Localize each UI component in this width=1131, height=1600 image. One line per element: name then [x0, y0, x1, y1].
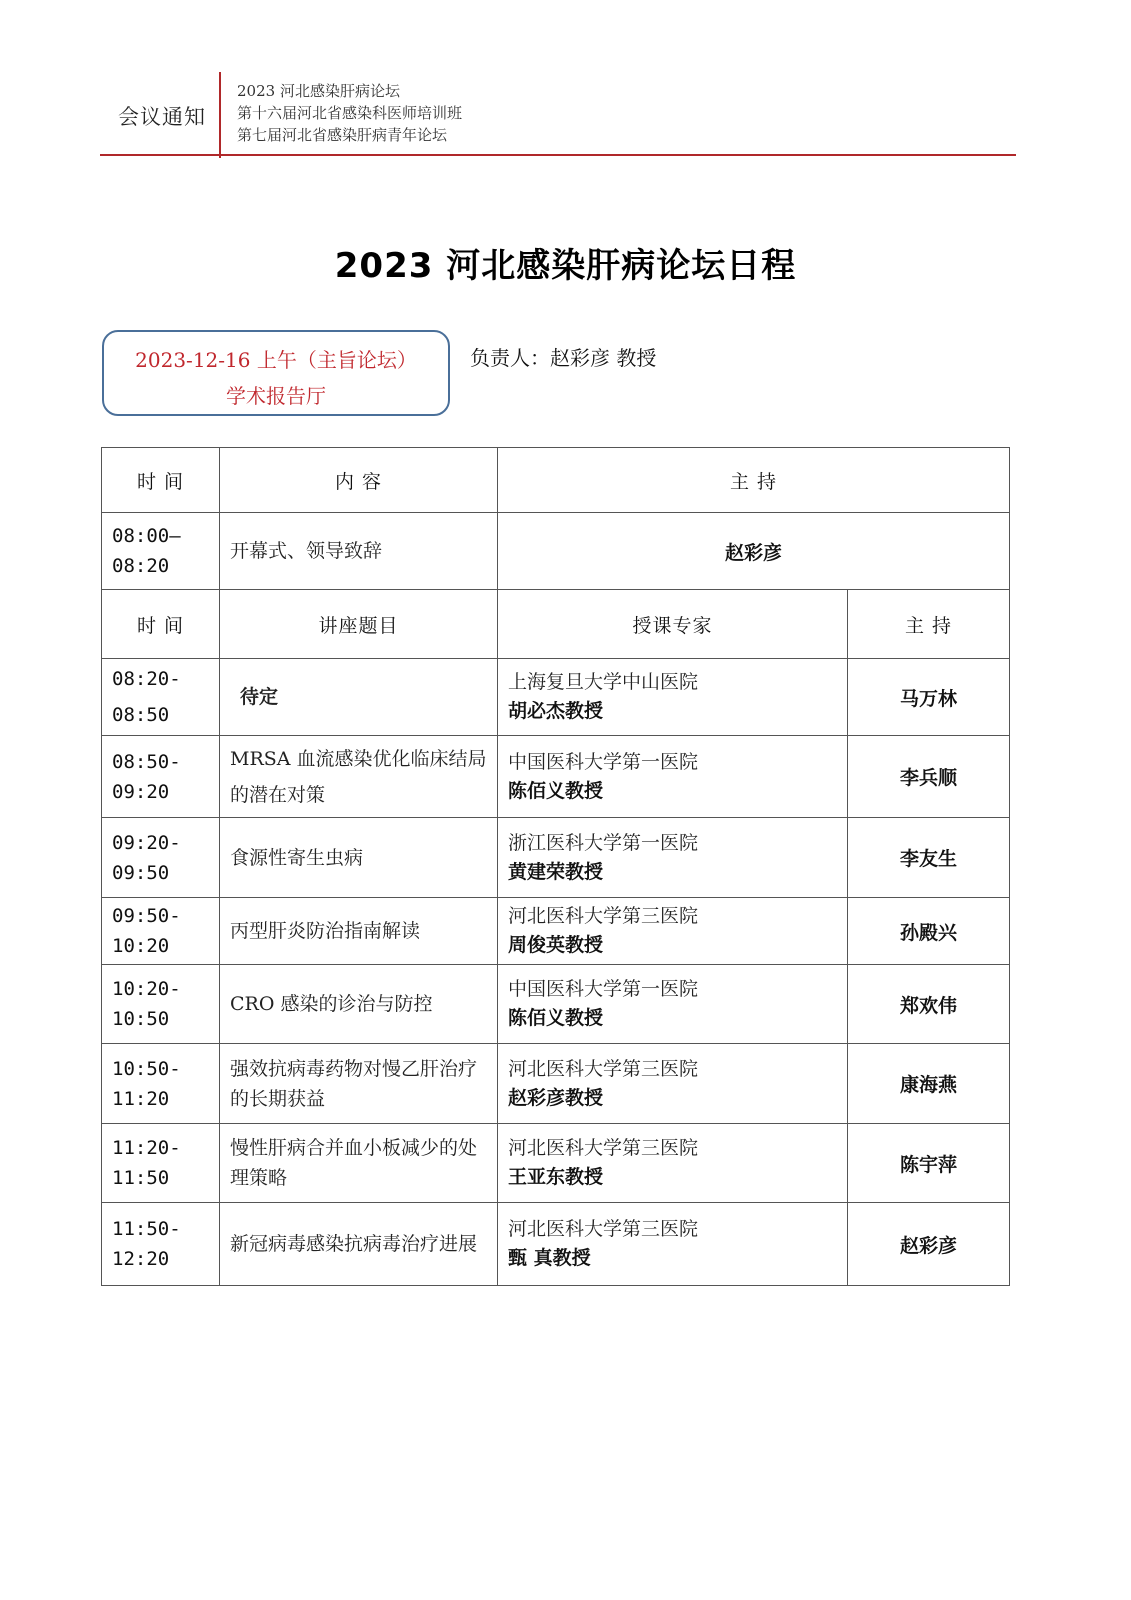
subheader-host: 主 持 — [848, 590, 1010, 659]
row-time — [102, 659, 220, 736]
table-header-row — [102, 448, 1010, 513]
page-title: 2023 河北感染肝病论坛日程 — [334, 246, 797, 286]
row-time — [102, 898, 220, 965]
row-time-end: 09:20 — [112, 780, 170, 803]
row-affiliation: 上海复旦大学中山医院 — [508, 671, 699, 693]
row-speaker: 黄建荣教授 — [508, 860, 604, 883]
session-date: 2023-12-16 上午（主旨论坛） — [135, 348, 417, 372]
row-affiliation: 中国医科大学第一医院 — [508, 750, 699, 773]
row-speaker-cell — [498, 736, 848, 818]
row-speaker: 陈佰义教授 — [508, 779, 604, 802]
subheader-time: 时 间 — [102, 590, 220, 659]
session-owner: 负责人：赵彩彦 教授 — [470, 346, 657, 370]
header-line-3: 第七届河北省感染肝病青年论坛 — [237, 126, 448, 144]
row-host: 郑欢伟 — [848, 965, 1010, 1044]
row-topic: 强效抗病毒药物对慢乙肝治疗的长期获益 — [220, 1044, 498, 1124]
row-time-end: 09:50 — [112, 861, 170, 884]
session-info-box — [102, 330, 450, 416]
row-speaker-cell — [498, 898, 848, 965]
row-host: 孙殿兴 — [848, 898, 1010, 965]
opening-row — [102, 513, 1010, 590]
opening-content: 开幕式、领导致辞 — [220, 513, 498, 590]
row-topic: MRSA 血流感染优化临床结局的潜在对策 — [220, 736, 498, 818]
row-speaker-cell — [498, 965, 848, 1044]
row-affiliation: 河北医科大学第三医院 — [508, 905, 699, 927]
row-affiliation: 中国医科大学第一医院 — [508, 978, 699, 1000]
header-time: 时 间 — [102, 448, 220, 513]
row-time-start: 09:50- — [112, 905, 181, 927]
table-subheader-row — [102, 590, 1010, 659]
header-vertical-rule — [219, 72, 221, 158]
row-time-start: 10:50- — [112, 1057, 181, 1080]
row-time-start: 11:20- — [112, 1137, 181, 1159]
row-time — [102, 818, 220, 898]
row-speaker-cell — [498, 1044, 848, 1124]
header-line-2: 第十六届河北省感染科医师培训班 — [237, 104, 463, 122]
header-host: 主 持 — [498, 448, 1010, 513]
table-row — [102, 818, 1010, 898]
table-row — [102, 1044, 1010, 1124]
row-speaker: 胡必杰教授 — [508, 700, 604, 722]
row-time — [102, 965, 220, 1044]
subheader-speaker: 授课专家 — [498, 590, 848, 659]
row-time-end: 10:50 — [112, 1008, 170, 1030]
row-host: 李兵顺 — [848, 736, 1010, 818]
opening-host: 赵彩彦 — [498, 513, 1010, 590]
row-time-start: 11:50- — [112, 1218, 181, 1240]
row-speaker: 王亚东教授 — [508, 1166, 604, 1188]
header-line-1: 2023 河北感染肝病论坛 — [237, 82, 400, 100]
row-host: 赵彩彦 — [848, 1203, 1010, 1286]
table-row — [102, 659, 1010, 736]
row-topic: 丙型肝炎防治指南解读 — [220, 898, 498, 965]
row-time-end: 12:20 — [112, 1248, 170, 1270]
row-speaker-cell — [498, 1203, 848, 1286]
opening-time-end: 08:20 — [112, 555, 170, 577]
row-speaker: 赵彩彦教授 — [508, 1086, 604, 1109]
table-row — [102, 1203, 1010, 1286]
row-host: 马万林 — [848, 659, 1010, 736]
row-time-start: 08:20- — [112, 668, 181, 690]
row-speaker-cell — [498, 659, 848, 736]
opening-time — [102, 513, 220, 590]
row-speaker-cell — [498, 1124, 848, 1203]
row-time-end: 10:20 — [112, 935, 170, 957]
row-time-end: 08:50 — [112, 704, 170, 726]
row-time — [102, 736, 220, 818]
schedule-table — [101, 447, 1010, 1286]
row-time — [102, 1124, 220, 1203]
row-time-start: 09:20- — [112, 831, 181, 854]
header-content: 内 容 — [220, 448, 498, 513]
row-topic: CRO 感染的诊治与防控 — [220, 965, 498, 1044]
table-row — [102, 736, 1010, 818]
header-horizontal-rule — [100, 154, 1016, 156]
row-speaker: 陈佰义教授 — [508, 1007, 604, 1029]
row-speaker: 甄 真教授 — [508, 1247, 591, 1269]
table-row — [102, 965, 1010, 1044]
table-row — [102, 1124, 1010, 1203]
row-time-end: 11:50 — [112, 1167, 170, 1189]
row-topic: 待定 — [220, 659, 498, 736]
row-affiliation: 河北医科大学第三医院 — [508, 1057, 699, 1080]
row-speaker-cell — [498, 818, 848, 898]
header-event-names — [237, 80, 462, 146]
row-speaker: 周俊英教授 — [508, 934, 604, 956]
row-host: 陈宇萍 — [848, 1124, 1010, 1203]
header-notice: 会议通知 — [118, 105, 206, 129]
row-topic: 食源性寄生虫病 — [220, 818, 498, 898]
table-row — [102, 898, 1010, 965]
row-affiliation: 浙江医科大学第一医院 — [508, 831, 699, 854]
session-venue: 学术报告厅 — [226, 384, 326, 408]
row-topic: 新冠病毒感染抗病毒治疗进展 — [220, 1203, 498, 1286]
row-time-end: 11:20 — [112, 1087, 170, 1110]
row-time-start: 10:20- — [112, 978, 181, 1000]
subheader-topic: 讲座题目 — [220, 590, 498, 659]
row-time — [102, 1044, 220, 1124]
row-time-start: 08:50- — [112, 750, 181, 773]
row-topic: 慢性肝病合并血小板减少的处理策略 — [220, 1124, 498, 1203]
opening-time-start: 08:00– — [112, 525, 181, 547]
row-affiliation: 河北医科大学第三医院 — [508, 1137, 699, 1159]
row-time — [102, 1203, 220, 1286]
row-host: 李友生 — [848, 818, 1010, 898]
row-affiliation: 河北医科大学第三医院 — [508, 1218, 699, 1240]
row-host: 康海燕 — [848, 1044, 1010, 1124]
